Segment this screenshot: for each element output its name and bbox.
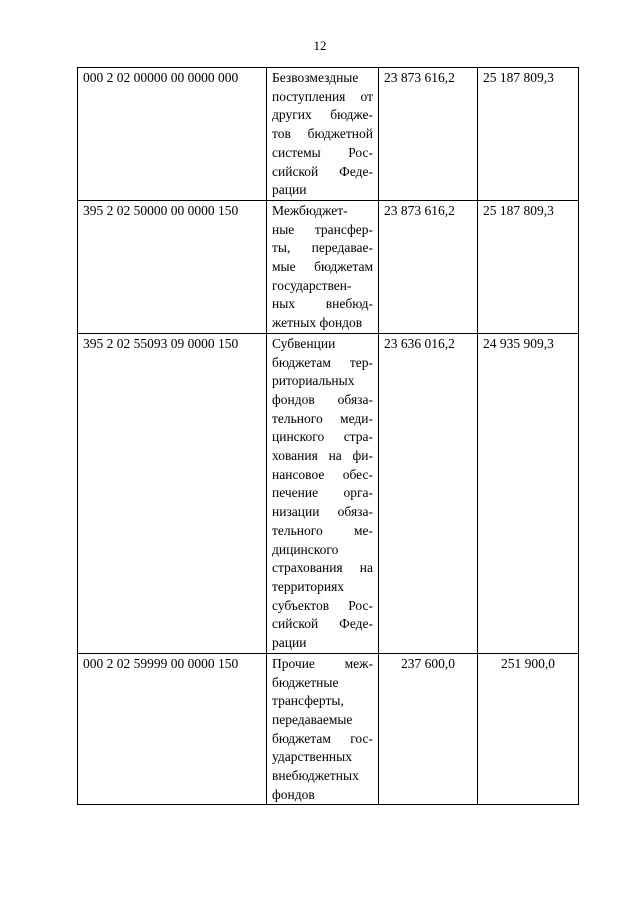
revenue-name-line: цинского стра- xyxy=(272,429,373,445)
revenue-name xyxy=(267,653,379,805)
revenue-name-line: тельного меди- xyxy=(272,410,373,426)
revenue-name-line: мые бюджетам xyxy=(272,259,373,275)
amount-year-1: 23 873 616,2 xyxy=(379,200,478,333)
revenue-name-line: печение орга- xyxy=(272,485,373,501)
revenue-name-line: субъектов Рос- xyxy=(272,597,373,613)
budget-classification-code: 395 2 02 50000 00 0000 150 xyxy=(78,200,267,333)
revenue-name-line: внебюджетных xyxy=(272,768,359,784)
page-number: 12 xyxy=(313,38,327,53)
amount-year-2: 24 935 909,3 xyxy=(478,333,579,653)
revenue-name-line: ные трансфер- xyxy=(272,221,373,237)
table-row xyxy=(78,653,579,805)
revenue-name-line: рации xyxy=(272,635,307,651)
revenue-name-line: Межбюджет- xyxy=(272,202,348,218)
revenue-name-line: ударственных xyxy=(272,749,352,765)
amount-year-2: 251 900,0 xyxy=(478,653,579,805)
revenue-name-line: Прочие меж- xyxy=(272,655,373,671)
revenue-name-line: жетных фондов xyxy=(272,315,363,331)
revenue-name-line: территориях xyxy=(272,578,345,594)
revenue-name xyxy=(267,68,379,201)
budget-classification-code: 000 2 02 59999 00 0000 150 xyxy=(78,653,267,805)
amount-year-1: 23 873 616,2 xyxy=(379,68,478,201)
revenue-name-line: других бюдже- xyxy=(272,107,373,123)
revenue-name-line: нансовое обес- xyxy=(272,466,373,482)
budget-classification-code: 000 2 02 00000 00 0000 000 xyxy=(78,68,267,201)
revenue-name-line: бюджетам гос- xyxy=(272,730,373,746)
revenue-name-line: поступления от xyxy=(272,88,373,104)
revenue-name-line: страхования на xyxy=(272,560,373,576)
revenue-name-line: ных внебюд- xyxy=(272,296,373,312)
table-row xyxy=(78,68,579,201)
budget-revenue-table xyxy=(77,67,579,805)
revenue-name-line: риториальных xyxy=(272,373,355,389)
revenue-name-line: тельного ме- xyxy=(272,522,373,538)
revenue-name-line: Субвенции xyxy=(272,335,336,351)
revenue-name-line: рации xyxy=(272,182,307,198)
revenue-name xyxy=(267,333,379,653)
revenue-name-line: фондов обяза- xyxy=(272,391,373,407)
revenue-name-line: сийской Феде- xyxy=(272,163,373,179)
revenue-name-line: бюджетам тер- xyxy=(272,354,373,370)
revenue-name-line: ты, передавае- xyxy=(272,240,373,256)
table-body xyxy=(78,68,579,805)
revenue-name-line: сийской Феде- xyxy=(272,616,373,632)
revenue-name-line: низации обяза- xyxy=(272,504,373,520)
revenue-name-line: хования на фи- xyxy=(272,448,373,464)
revenue-name xyxy=(267,200,379,333)
revenue-name-line: тов бюджетной xyxy=(272,126,373,142)
amount-year-1: 237 600,0 xyxy=(379,653,478,805)
revenue-name-line: бюджетные xyxy=(272,674,339,690)
budget-classification-code: 395 2 02 55093 09 0000 150 xyxy=(78,333,267,653)
amount-year-2: 25 187 809,3 xyxy=(478,200,579,333)
table-row xyxy=(78,333,579,653)
revenue-name-line: государствен- xyxy=(272,277,352,293)
amount-year-1: 23 636 016,2 xyxy=(379,333,478,653)
revenue-name-line: системы Рос- xyxy=(272,144,373,160)
revenue-name-line: фондов xyxy=(272,786,315,802)
table-row xyxy=(78,200,579,333)
amount-year-2: 25 187 809,3 xyxy=(478,68,579,201)
revenue-name-line: Безвозмездные xyxy=(272,70,359,85)
revenue-name-line: трансферты, xyxy=(272,693,344,709)
revenue-name-line: дицинского xyxy=(272,541,339,557)
revenue-name-line: передаваемые xyxy=(272,711,353,727)
